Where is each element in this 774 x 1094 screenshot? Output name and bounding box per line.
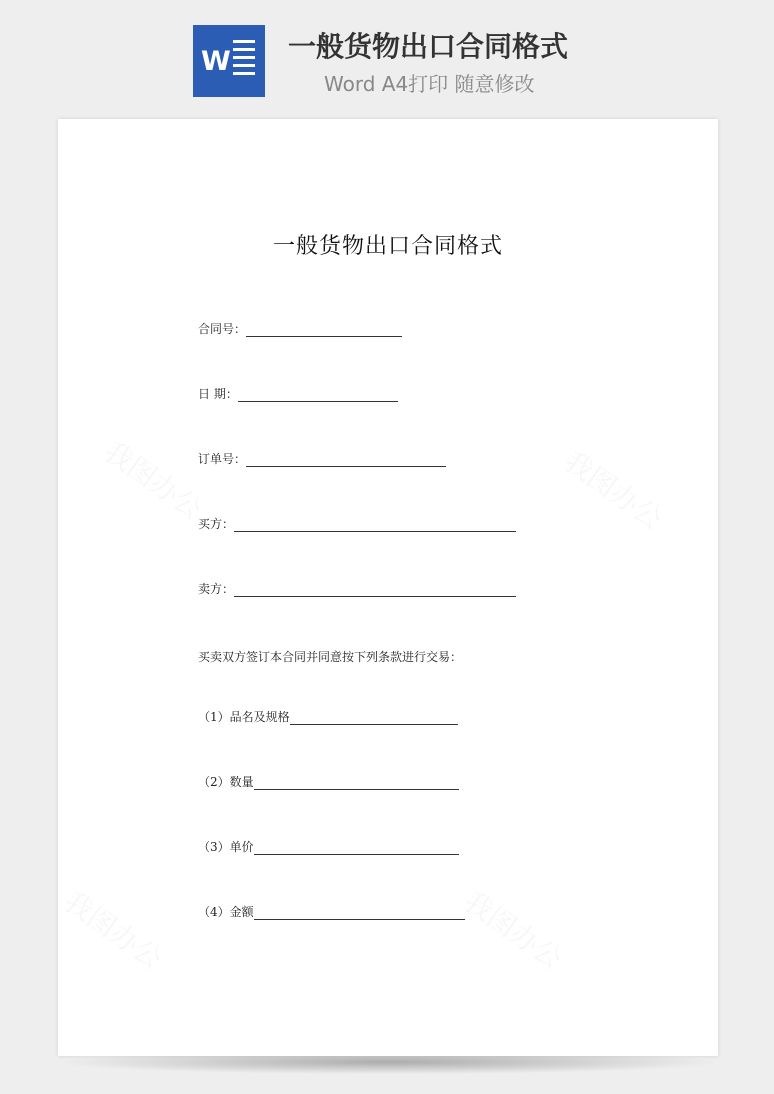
date-blank[interactable] xyxy=(238,387,398,402)
item-amount-label: （4）金额 xyxy=(198,905,254,919)
order-no-blank[interactable] xyxy=(246,452,446,467)
item-quantity-label: （2）数量 xyxy=(198,775,254,789)
seller-field[interactable] xyxy=(198,581,516,601)
item-quantity-blank[interactable] xyxy=(254,775,459,790)
watermark xyxy=(457,880,572,977)
date-label: 日 期： xyxy=(198,387,238,401)
contract-no-label: 合同号： xyxy=(198,322,247,336)
watermark xyxy=(97,430,212,527)
item-amount-blank[interactable] xyxy=(254,905,465,920)
intro-paragraph: 买卖双方签订本合同并同意按下列条款进行交易： xyxy=(198,650,463,664)
word-icon xyxy=(193,25,265,97)
item-unit-price[interactable] xyxy=(198,839,459,859)
contract-no-field[interactable] xyxy=(198,321,402,341)
item-unit-price-label: （3）单价 xyxy=(198,840,254,854)
seller-blank[interactable] xyxy=(234,582,516,597)
watermark xyxy=(557,440,672,537)
header xyxy=(0,0,774,110)
buyer-label: 买方： xyxy=(198,517,235,531)
buyer-blank[interactable] xyxy=(234,517,516,532)
order-no-label: 订单号： xyxy=(198,452,247,466)
header-title: 一般货物出口合同格式 xyxy=(288,30,569,63)
word-icon-letter: W xyxy=(201,46,231,77)
item-name-spec[interactable] xyxy=(198,709,458,729)
order-no-field[interactable] xyxy=(198,451,446,471)
item-unit-price-blank[interactable] xyxy=(254,840,459,855)
watermark xyxy=(57,880,172,977)
item-amount[interactable] xyxy=(198,904,465,924)
item-name-spec-blank[interactable] xyxy=(290,710,458,725)
header-subtitle: Word A4打印 随意修改 xyxy=(324,72,535,96)
word-icon-lines xyxy=(233,40,255,80)
contract-no-blank[interactable] xyxy=(246,322,402,337)
document-page xyxy=(58,119,718,1056)
document-title: 一般货物出口合同格式 xyxy=(272,234,503,259)
item-quantity[interactable] xyxy=(198,774,459,794)
buyer-field[interactable] xyxy=(198,516,516,536)
date-field[interactable] xyxy=(198,386,398,406)
item-name-spec-label: （1）品名及规格 xyxy=(198,710,290,724)
seller-label: 卖方： xyxy=(198,582,235,596)
